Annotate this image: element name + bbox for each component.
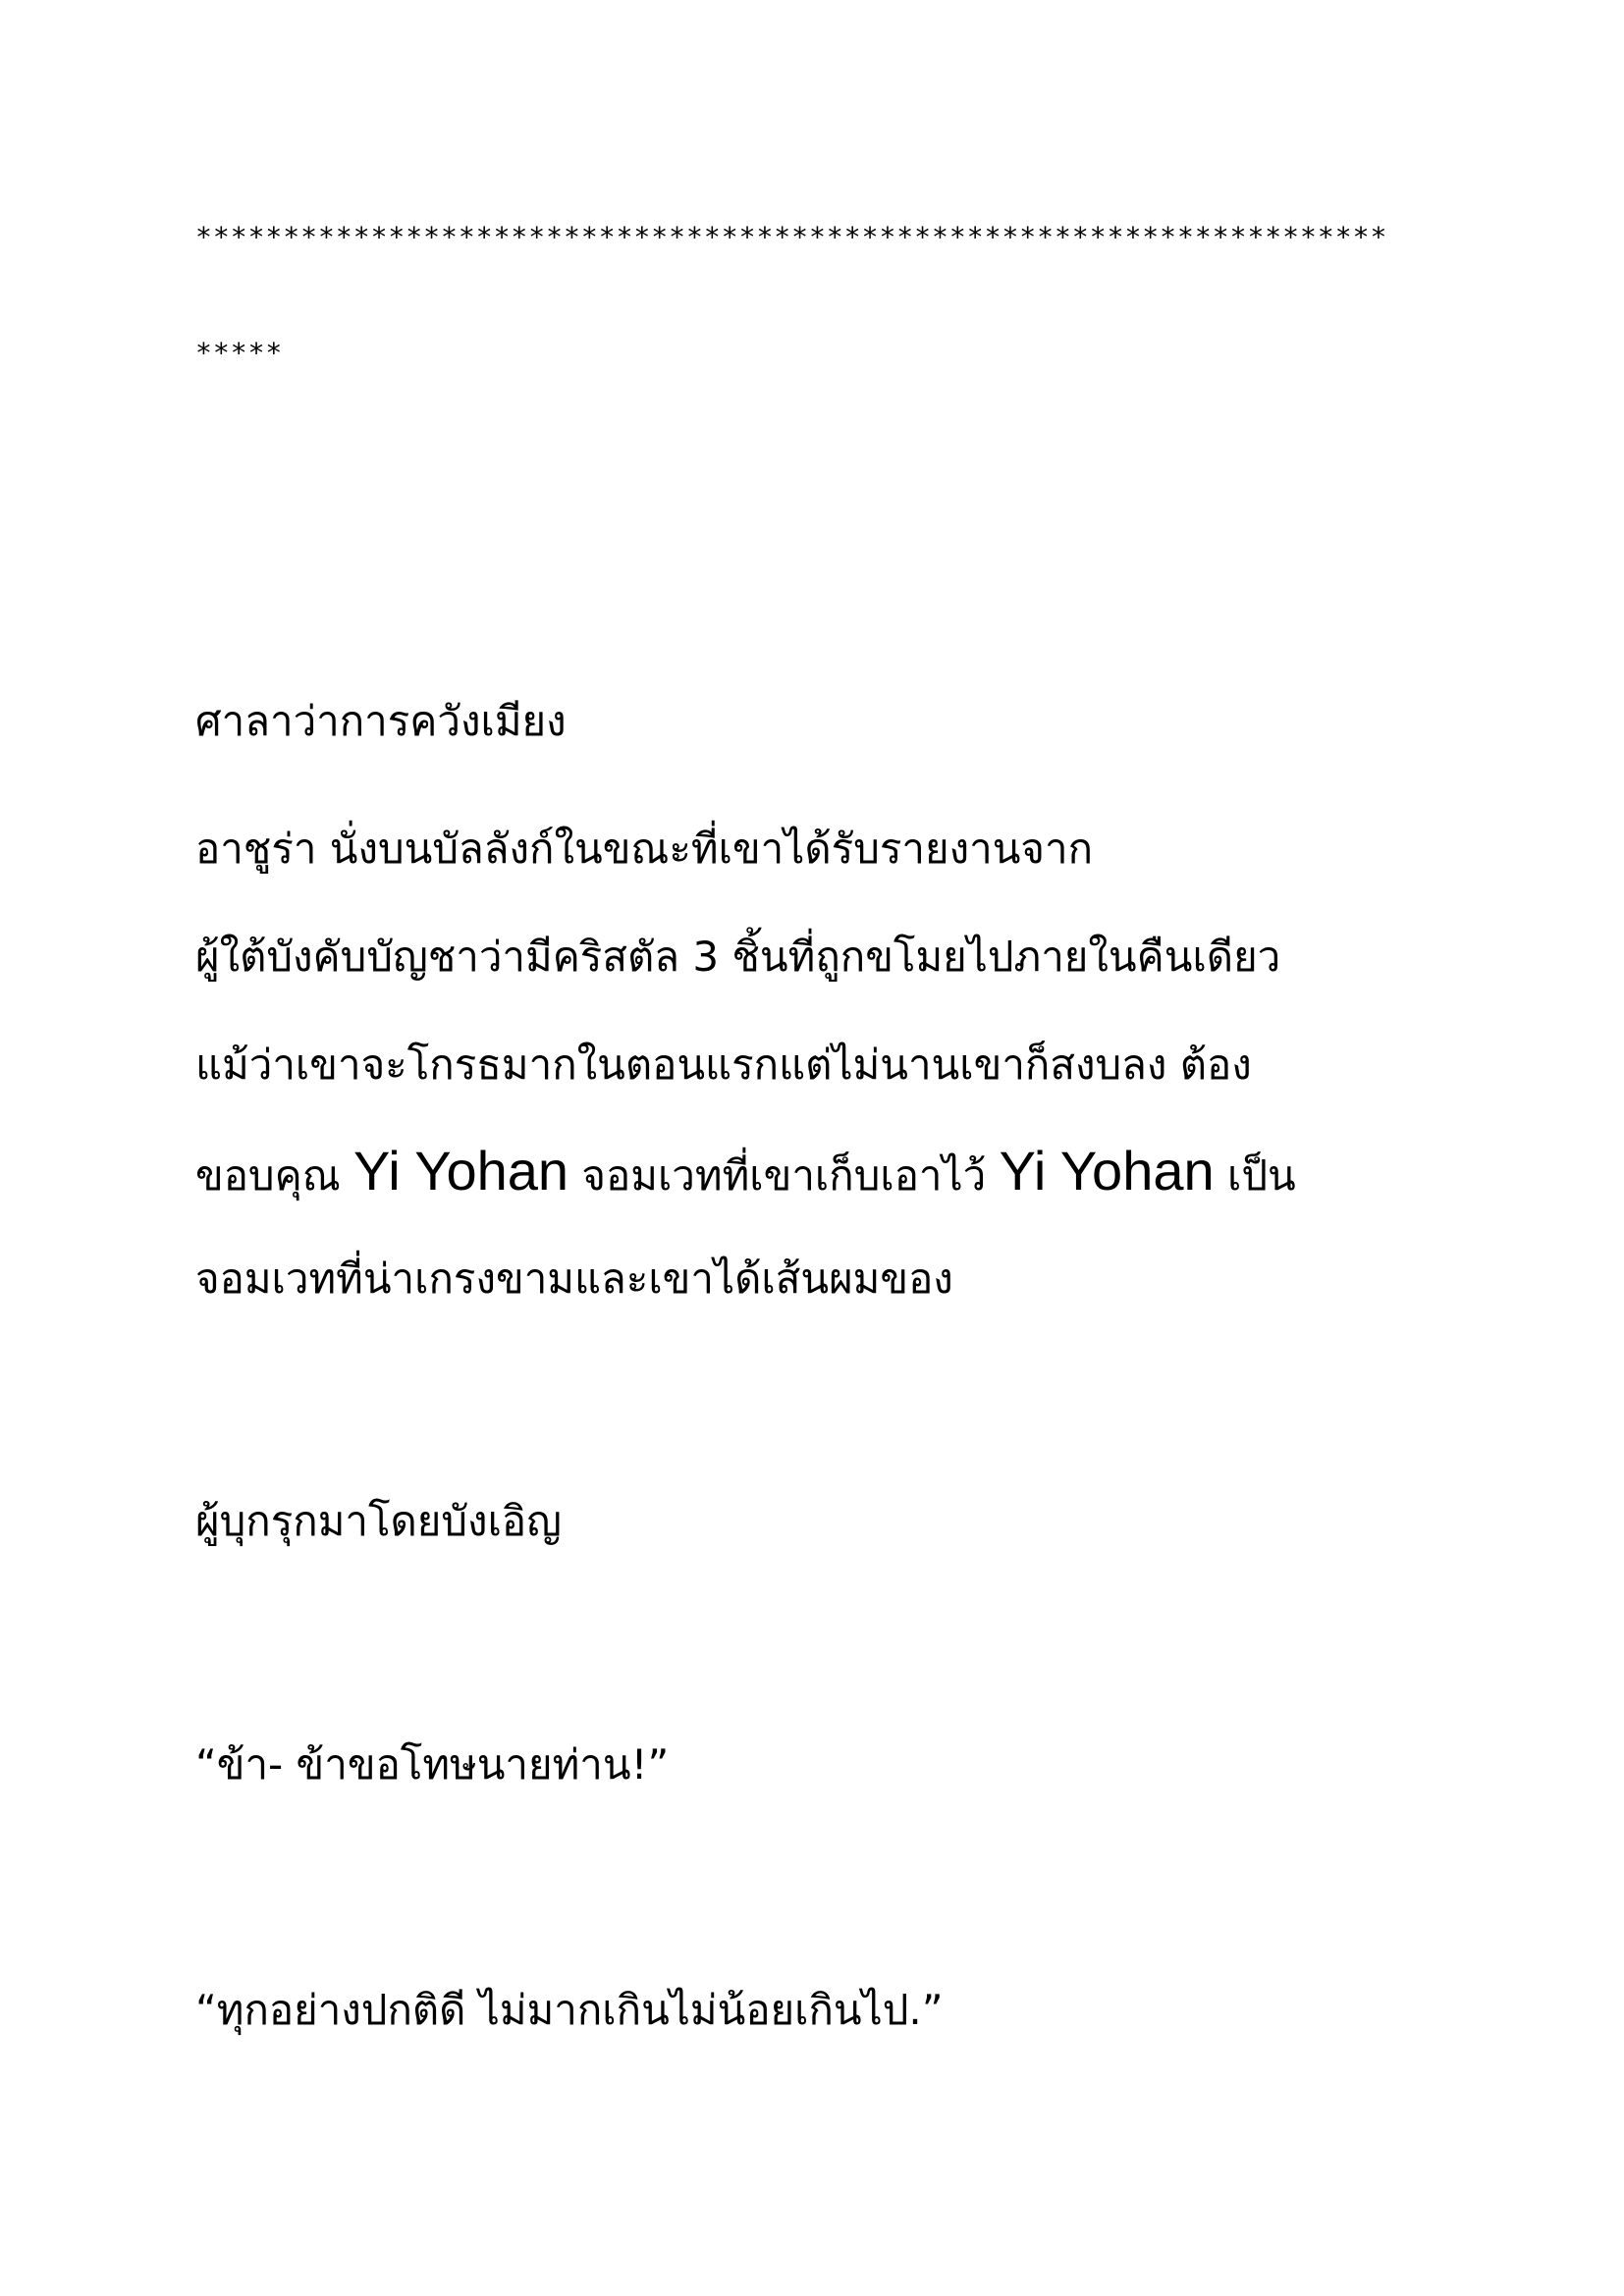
paragraph-line: ผู้ใต้บังคับบัญชาว่ามีคริสตัล 3 ชิ้นที่ถูกขโมยไปภายในคืนเดียว xyxy=(195,933,1281,981)
location-heading: ศาลาว่าการควังเมียง xyxy=(195,697,567,745)
paragraph-text: ขอบคุณ xyxy=(195,1151,354,1200)
paragraph-text: เป็น xyxy=(1214,1151,1296,1200)
paragraph-line: จอมเวทที่น่าเกรงขามและเขาได้เส้นผมของ xyxy=(195,1255,953,1303)
separator-line: ******************************************************************** xyxy=(195,221,1388,253)
separator-line: ***** xyxy=(195,337,284,369)
character-name: Yi Yohan xyxy=(999,1140,1215,1201)
paragraph-line: แม้ว่าเขาจะโกรธมากในตอนแรกแต่ไม่นานเขาก็สงบลง ต้อง xyxy=(195,1041,1252,1089)
dialogue-line: “ทุกอย่างปกติดี ไม่มากเกินไม่น้อยเกินไป.” xyxy=(195,1986,944,2034)
paragraph-line: อาชูร่า นั่งบนบัลลังก์ในขณะที่เขาได้รับรายงานจาก xyxy=(195,825,1094,873)
paragraph-text: จอมเวทที่เขาเก็บเอาไว้ xyxy=(568,1151,1000,1200)
character-name: Yi Yohan xyxy=(353,1140,569,1201)
dialogue-line: “ข้า- ข้าขอโทษนายท่าน!” xyxy=(195,1740,670,1789)
narration-line: ผู้บุกรุกมาโดยบังเอิญ xyxy=(195,1497,562,1545)
paragraph-line xyxy=(195,1142,1296,1205)
